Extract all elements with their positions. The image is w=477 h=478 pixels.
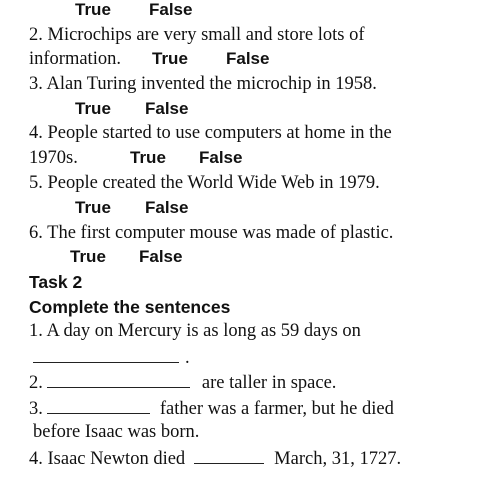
s2-number: 2. <box>29 373 43 393</box>
task2-instruction: Complete the sentences <box>29 297 231 317</box>
s3-blank[interactable] <box>47 396 150 414</box>
task2-title: Task 2 <box>29 272 83 292</box>
q2-text-line2: information. <box>29 49 121 69</box>
q4-text-line1: 4. People started to use computers at home in the <box>29 123 392 143</box>
s2-blank[interactable] <box>47 370 190 388</box>
q6-false-option[interactable]: False <box>139 247 183 266</box>
q2-false-option[interactable]: False <box>226 49 270 68</box>
q5-false-option[interactable]: False <box>145 198 189 217</box>
s4-line <box>29 446 401 470</box>
q3-false-option[interactable]: False <box>145 99 189 118</box>
q5-true-option[interactable]: True <box>75 198 111 217</box>
s1-end: . <box>185 348 190 368</box>
s3-line2: before Isaac was born. <box>33 422 200 442</box>
q1-true-option[interactable]: True <box>75 0 111 19</box>
q2-true-option[interactable]: True <box>152 49 188 68</box>
s3-number: 3. <box>29 399 43 419</box>
s1-blank[interactable] <box>33 345 179 363</box>
q6-text: 6. The first computer mouse was made of plastic. <box>29 223 394 243</box>
s2-line <box>29 370 336 394</box>
q4-text-line2: 1970s. <box>29 148 78 168</box>
q2-text-line1: 2. Microchips are very small and store lots of <box>29 25 365 45</box>
q5-text: 5. People created the World Wide Web in 1979. <box>29 173 380 193</box>
s3-rest: father was a farmer, but he died <box>159 399 394 419</box>
q6-true-option[interactable]: True <box>70 247 106 266</box>
q4-false-option[interactable]: False <box>199 148 243 167</box>
s4-blank[interactable] <box>194 446 264 464</box>
q3-true-option[interactable]: True <box>75 99 111 118</box>
s4-start: 4. Isaac Newton died <box>29 449 186 469</box>
s1-answer-line <box>33 345 190 369</box>
s4-end: March, 31, 1727. <box>274 449 402 469</box>
s2-rest: are taller in space. <box>201 373 337 393</box>
q3-text: 3. Alan Turing invented the microchip in 1958. <box>29 74 377 94</box>
s3-line1 <box>29 396 394 420</box>
q1-false-option[interactable]: False <box>149 0 193 19</box>
s1-text-line1: 1. A day on Mercury is as long as 59 days on <box>29 321 361 341</box>
q4-true-option[interactable]: True <box>130 148 166 167</box>
